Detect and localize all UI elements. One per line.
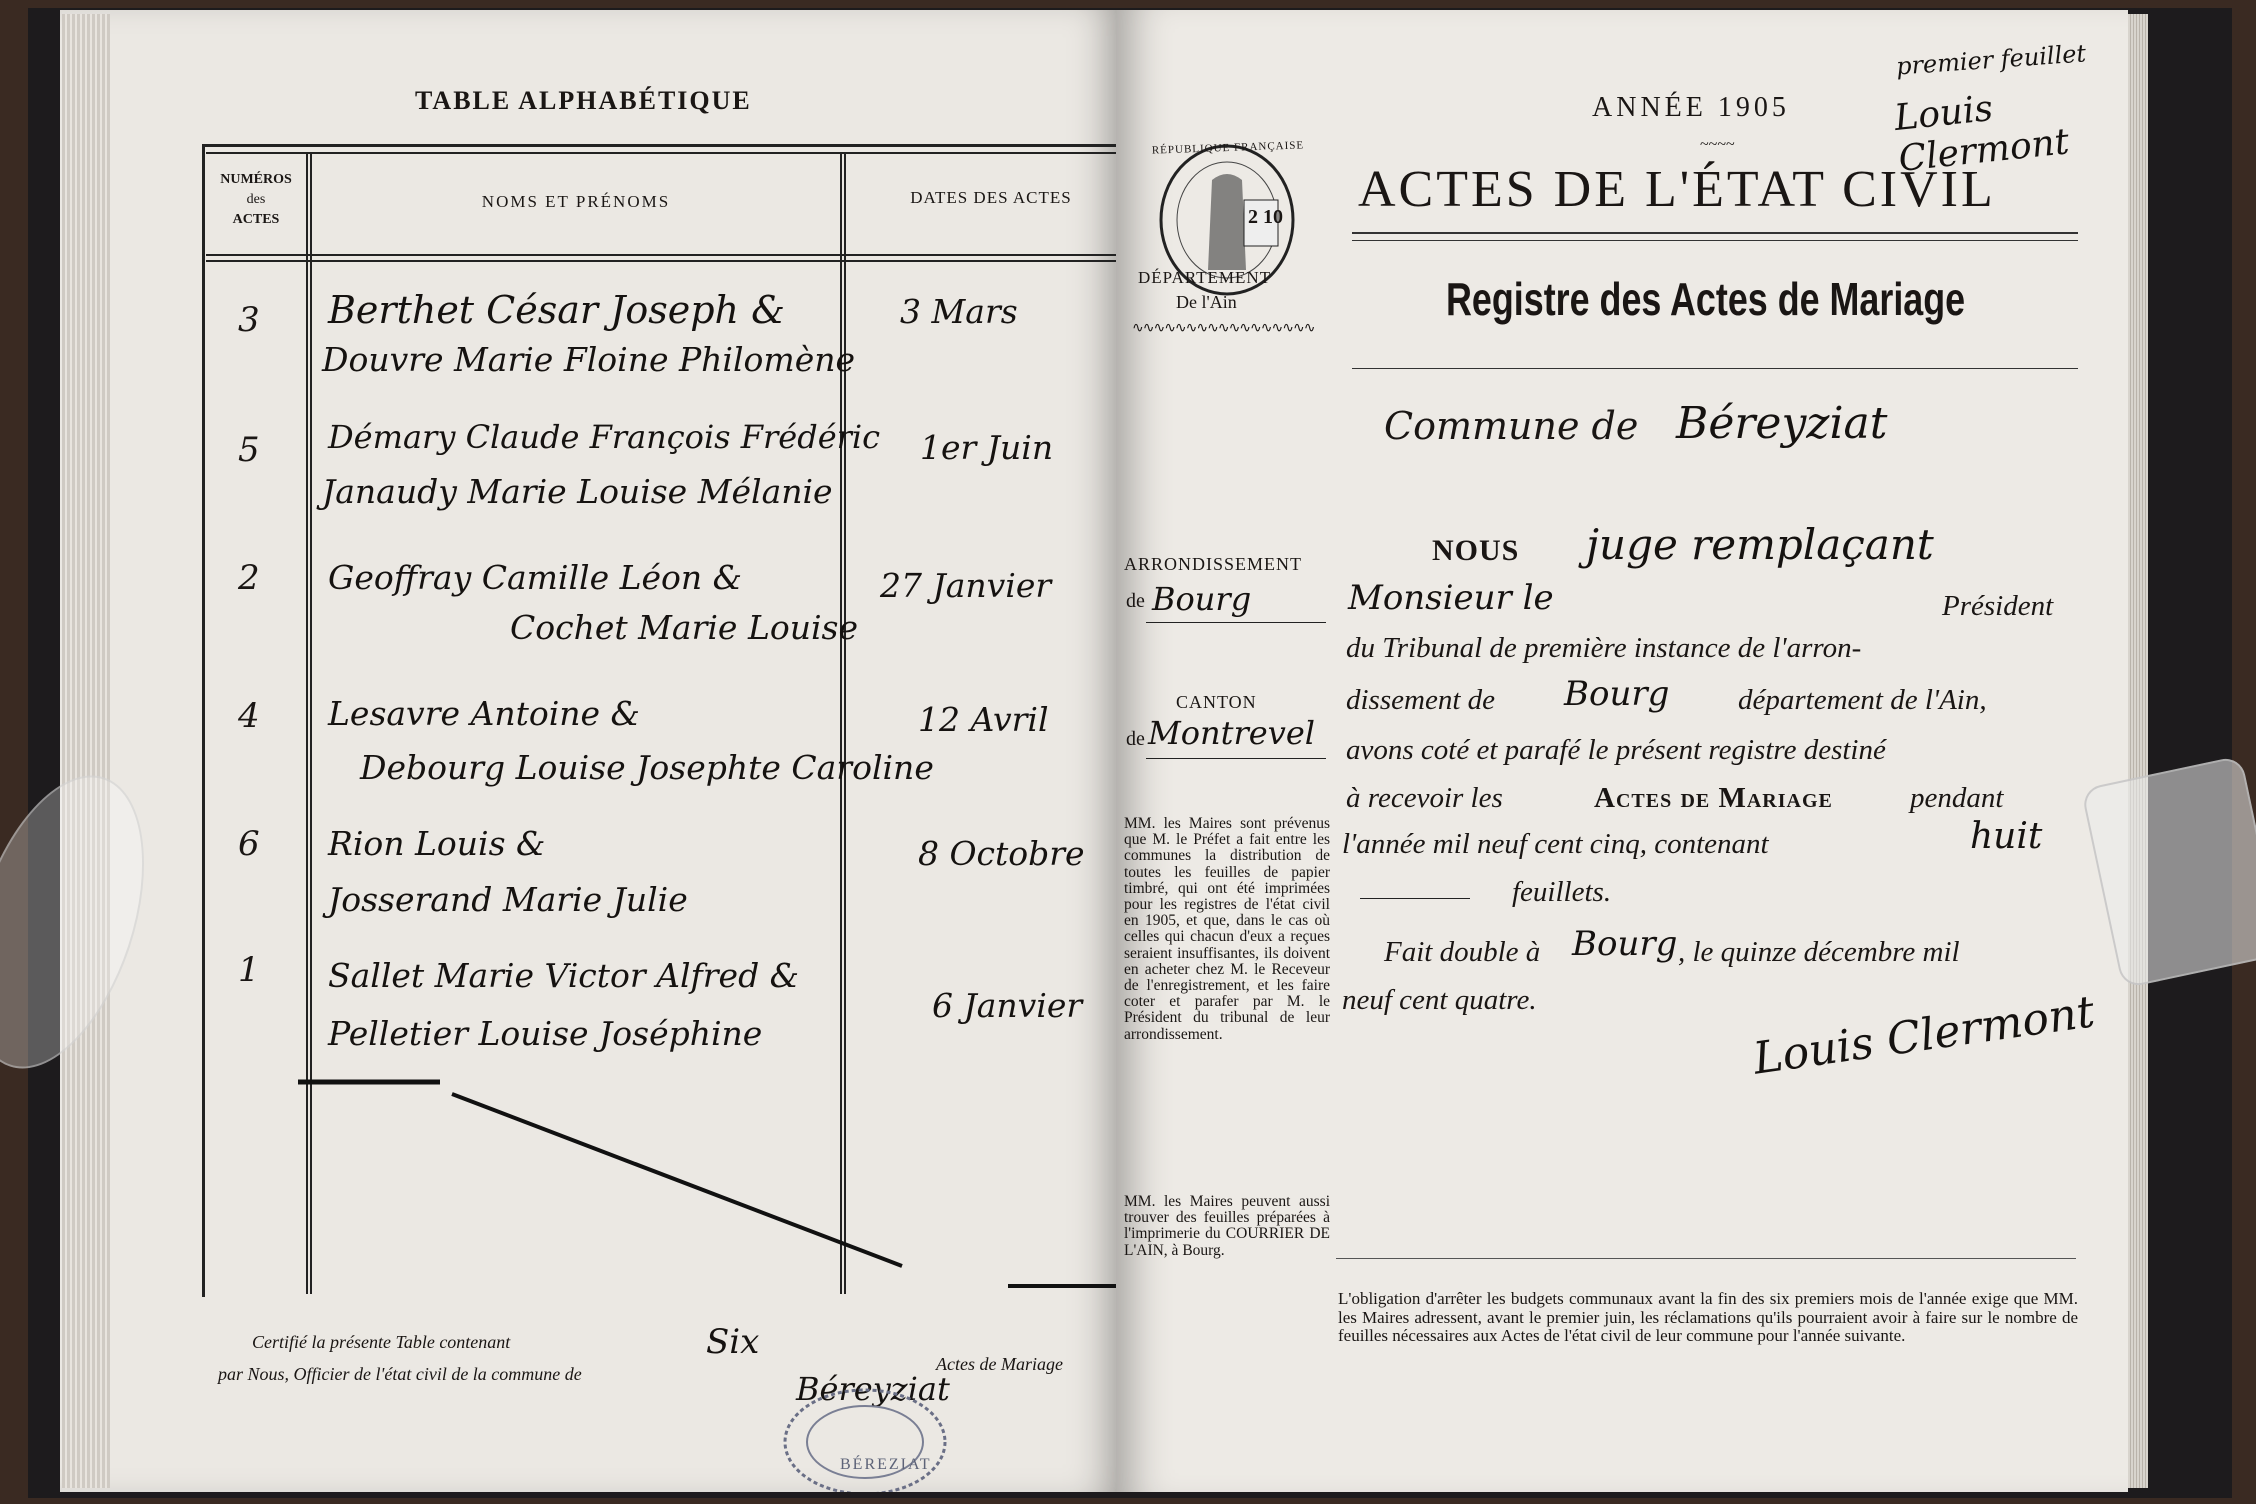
footer-certifie: Certifié la présente Table contenant [252,1332,511,1352]
signature: Louis Clermont [1750,986,2098,1085]
entry-date: 3 Mars [900,292,1018,331]
canton-rule [1146,758,1326,759]
arrondissement-rule [1146,622,1326,623]
body-line-neuf: neuf cent quatre. [1342,984,1537,1016]
entry-number: 5 [238,430,260,470]
entry-name-line-1: Démary Claude François Frédéric [328,418,881,456]
footnote: L'obligation d'arrêter les budgets communaux avant la fin des six premiers mois de l'année exige que MM. les Maires adressent, avant le premier juin, les réclamations qu'ils pourraient avoir à faire sur le nombre de feuilles nécessaires aux Actes de l'état civil de leur commune pour l'année suivante. [1338,1289,2078,1345]
footer-count: Six [706,1322,760,1362]
arrondissement-label: ARRONDISSEMENT [1124,554,1303,574]
notice-maires-1: MM. les Maires sont prévenus que M. le Préfet a fait entre les communes la distribution de toutes les feuilles de papier timbré, qui ont été imprimées pour les registres de l'état civil en 1905, et que, dans le cas où celles qui chacun d'eux a reçues seraient insuffisantes, ils doivent en acheter chez M. le Receveur de l'enregistrement, et les faire coter et parafer par M. le Président du tribunal de leur arrondissement. [1124,815,1330,1043]
official-seal-icon [780,1382,950,1492]
body-line-fait-b: , le quinze décembre mil [1678,936,1960,968]
stamp-ornament: ∿∿∿∿∿∿∿∿∿∿∿∿∿∿∿∿∿ [1132,321,1315,336]
entry-name-line-1: Geoffray Camille Léon & [328,558,743,597]
arrondissement-value: Bourg [1152,580,1252,618]
body-line-dissement-a: dissement de [1346,684,1495,716]
entry-number: 3 [238,300,260,340]
canton-label: CANTON [1176,692,1257,712]
entry-name-line-2: Cochet Marie Louise [510,608,858,647]
subtitle-rule [1352,368,2078,369]
top-signature: Louis Clermont [1892,88,2072,180]
annee-heading: ANNÉE 1905 [1592,92,1790,123]
monsieur-handwritten: Monsieur le [1348,578,1554,618]
feuillets-rule [1360,898,1470,899]
body-line-recevoir-a: à recevoir les [1346,782,1503,814]
commune-value: Béreyziat [1676,398,1888,449]
footer-actes: Actes de Mariage [936,1354,1063,1374]
entry-number: 1 [238,950,260,990]
body-line-feuillets: feuillets. [1512,876,1612,908]
entry-name-line-2: Pelletier Louise Joséphine [328,1014,763,1053]
header-numeros-1: NUMÉROS [220,172,292,187]
entry-name-line-2: Douvre Marie Floine Philomène [322,340,856,379]
footnote-rule [1336,1258,2076,1259]
entry-date: 6 Janvier [932,986,1083,1025]
entry-name-line-2: Janaudy Marie Louise Mélanie [322,472,833,511]
canton-value: Montrevel [1148,714,1315,752]
nous-handwritten: juge remplaçant [1586,520,1934,569]
entry-date: 12 Avril [918,700,1049,739]
document-subtitle: Registre des Actes de Mariage [1446,273,1966,325]
entry-name-line-1: Berthet César Joseph & [328,288,785,332]
body-line-recevoir-c: pendant [1910,782,2004,814]
dissement-handwritten: Bourg [1564,674,1670,714]
stamp-departement: DÉPARTEMENT [1138,268,1272,287]
header-numeros-3: ACTES [232,212,280,227]
entry-number: 6 [238,824,260,864]
entry-date: 27 Janvier [880,566,1052,605]
stamp-republique: RÉPUBLIQUE FRANÇAISE [1151,139,1305,157]
arrondissement-de: de [1126,590,1145,612]
top-annotation: premier feuillet [1895,39,2087,81]
president-text: Président [1942,590,2054,622]
stamp-de-l-ain: De l'Ain [1176,292,1237,312]
right-page-edges [2128,14,2148,1488]
entry-number: 2 [238,558,260,598]
body-line-recevoir-b: Actes de Mariage [1594,782,1833,814]
footer-par-nous: par Nous, Officier de l'état civil de la commune de [218,1364,582,1384]
body-line-avons: avons coté et parafé le présent registre destiné [1346,734,1886,766]
entry-date: 1er Juin [920,428,1054,467]
stamp-price: 2 10 [1248,206,1283,228]
annee-ornament: ~~~~ [1700,136,1735,153]
nous-label: NOUS [1432,534,1520,567]
document-title: ACTES DE L'ÉTAT CIVIL [1358,161,1996,218]
entry-name-line-2: Josserand Marie Julie [328,880,688,919]
commune-label: Commune de [1384,404,1639,448]
entry-number: 4 [238,696,260,736]
entry-date: 8 Octobre [918,834,1085,873]
seal-text: BÉREZIAT [840,1456,932,1473]
annee-handwritten: huit [1970,816,2043,857]
header-dates: DATES DES ACTES [910,188,1072,207]
entry-name-line-1: Rion Louis & [328,824,546,863]
title-rule-1 [1352,232,2078,234]
body-line-dissement-b: département de l'Ain, [1738,684,1987,716]
body-line-fait-a: Fait double à [1384,936,1541,968]
header-noms: NOMS ET PRÉNOMS [481,192,671,211]
table-title: TABLE ALPHABÉTIQUE [415,86,752,115]
footer-commune: Béreyziat [796,1370,950,1408]
notice-maires-2: MM. les Maires peuvent aussi trouver des feuilles préparées à l'imprimerie du COURRIER DE L'AIN, à Bourg. [1124,1193,1330,1259]
fait-handwritten: Bourg [1572,924,1678,964]
left-page [60,10,1120,1492]
entry-name-line-2: Debourg Louise Josephte Caroline [360,748,934,787]
title-rule-2 [1352,240,2078,241]
canton-de: de [1126,728,1145,750]
body-line-annee: l'année mil neuf cent cinq, contenant [1342,828,1769,860]
entry-name-line-1: Lesavre Antoine & [328,694,640,733]
table-closing-strokes [60,10,1120,1492]
entry-name-line-1: Sallet Marie Victor Alfred & [328,956,800,995]
header-numeros-2: des [246,192,266,207]
right-page [1116,10,2128,1492]
body-line-tribunal: du Tribunal de première instance de l'arron- [1346,632,1862,664]
